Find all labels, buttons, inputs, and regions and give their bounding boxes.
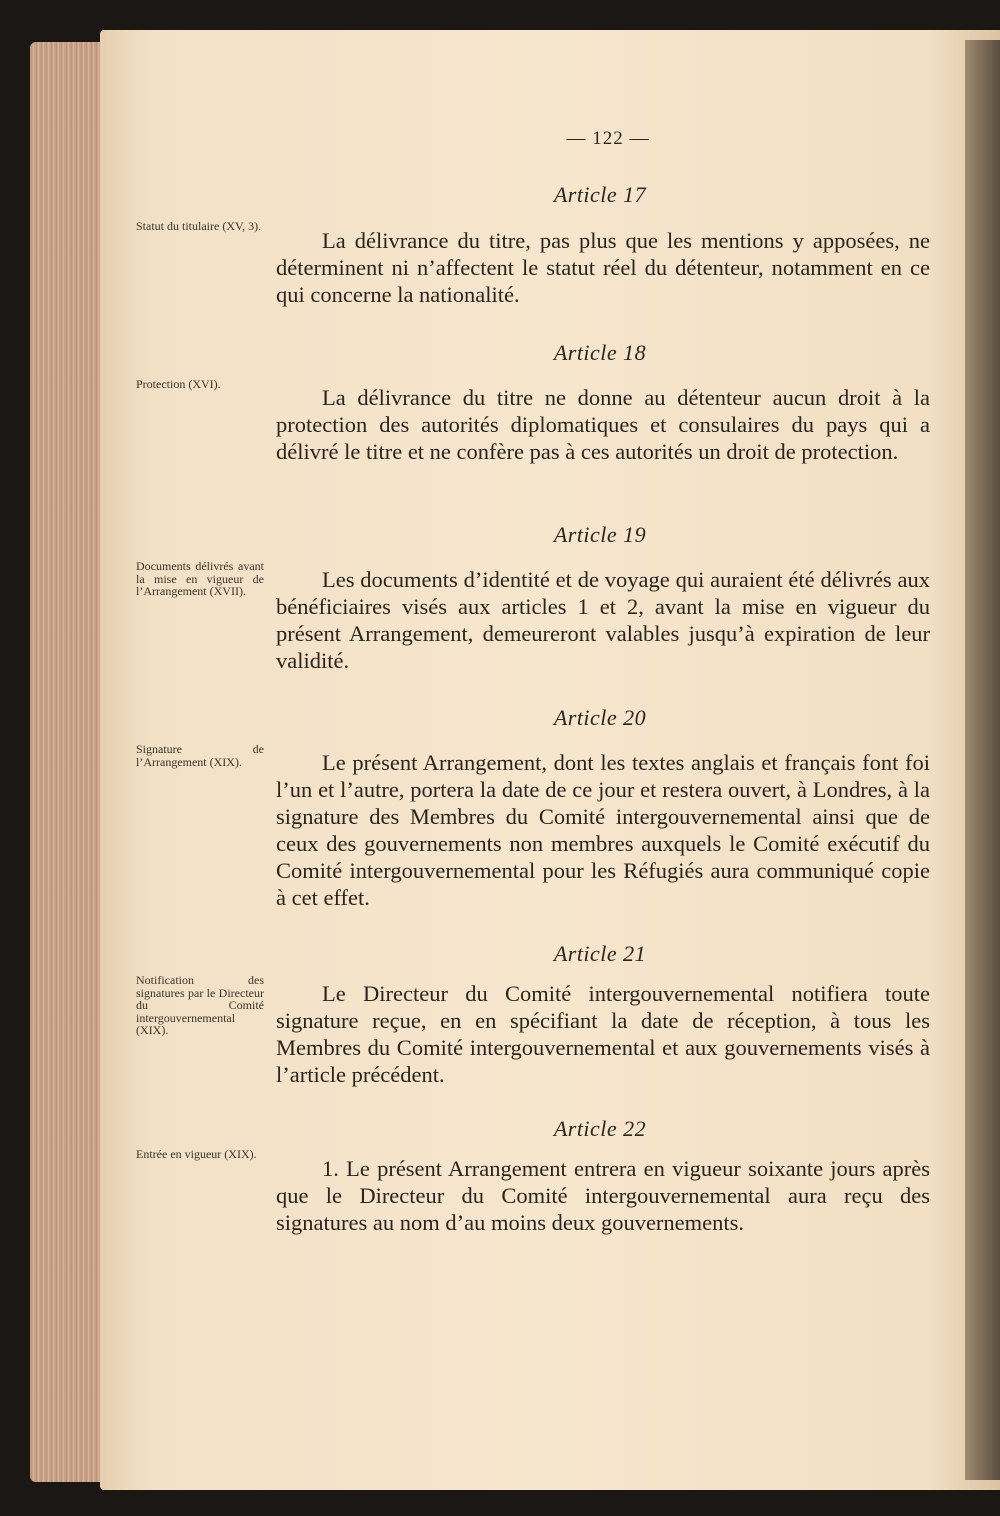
article-20-text: Le présent Arrangement, dont les textes anglais et français font foi l’un et l’autre, portera la date de ce jour et restera ouvert, à Londres, à la signature des Membres du Comité intergouvernemental ainsi que de ceux des gouvernements non membres auxquels le Comité exécutif du Comité intergouvernemental pour les Réfugiés aura communiqué copie à cet effet. [276,750,930,910]
article-21-heading: Article 21 [553,941,647,966]
article-19-text: Les documents d’identité et de voyage qui auraient été délivrés aux bénéficiaires visés aux articles 1 et 2, avant la mise en vigueur du présent Arrangement, demeureront valables jusqu’à expiration de leur validité. [276,567,930,673]
page-stack-edges [30,42,110,1482]
article-18-heading: Article 18 [553,340,647,365]
margin-note-documents: Documents délivrés avant la mise en vigueur de l’Arrangement (XVII). [136,559,264,598]
margin-note-notification: Notification des signatures par le Directeur du Comité intergouvernemental (XIX). [136,973,264,1037]
article-19-heading: Article 19 [553,522,647,547]
article-18-text: La délivrance du titre ne donne au détenteur aucun droit à la protection des autorités diplomatiques et consulaires du pays qui a délivré le titre et ne confère pas à ces autorités un droit de protection. [276,385,930,464]
gutter-shadow [965,40,1000,1480]
margin-note-signature: Signature de l’Arrangement (XIX). [136,742,264,769]
article-17-heading: Article 17 [553,182,647,207]
article-21-text: Le Directeur du Comité intergouvernemental notifiera toute signature reçue, en en spécifiant la date de réception, à tous les Membres du Comité intergouvernemental et aux gouvernements visés à l’article précédent. [276,981,930,1087]
margin-note-protection: Protection (XVI). [136,377,221,391]
article-22-heading: Article 22 [553,1116,647,1141]
margin-note-status: Statut du titulaire (XV, 3). [136,219,262,233]
article-17-text: La délivrance du titre, pas plus que les mentions y apposées, ne déterminent ni n’affectent le statut réel du détenteur, notamment en ce qui concerne la nationalité. [276,228,930,307]
page-number: — 122 — [566,128,650,149]
margin-note-entry-into-force: Entrée en vigueur (XIX). [136,1147,257,1161]
article-20-heading: Article 20 [553,705,647,730]
article-22-text: 1. Le présent Arrangement entrera en vigueur soixante jours après que le Directeur du Comité intergouvernemental aura reçu des signatures au nom d’au moins deux gouvernements. [276,1156,930,1235]
